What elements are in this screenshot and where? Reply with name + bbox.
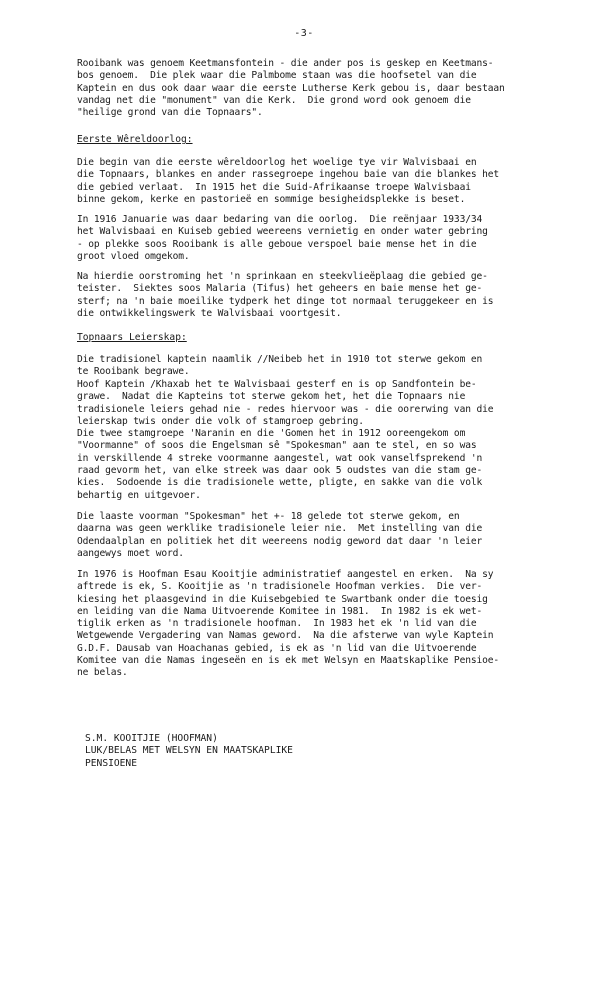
text-line: sterf; na 'n baie moeilike tydperk het dinge tot normaal teruggekeer en is — [77, 295, 494, 307]
text-line: Die twee stamgroepe 'Naranin en die 'Gomen het in 1912 ooreengekom om — [77, 428, 466, 440]
text-line: in verskillende 4 streke voormanne aangestel, wat ook vanselfsprekend 'n — [77, 452, 483, 464]
text-line: kiesing het plaasgevind in die Kuisebgebied te Swartbank onder die toesig — [77, 593, 488, 605]
paragraph-p2 — [77, 157, 527, 206]
paragraph-p3 — [77, 214, 527, 263]
text-line: die Topnaars, blankes en ander rassegroepe ingehou baie van die blankes het — [77, 169, 499, 181]
signature-line: PENSIOENE — [85, 757, 137, 769]
text-line: tiglik erken as 'n tradisionele hoofman. In 1983 het ek 'n lid van die — [77, 618, 477, 630]
text-line: In 1916 Januarie was daar bedaring van die oorlog. Die reënjaar 1933/34 — [77, 214, 483, 225]
text-line: Komitee van die Namas ingeseën en is ek met Welsyn en Maatskaplike Pensioe- — [77, 655, 499, 667]
paragraph-p5 — [77, 354, 527, 379]
text-line: die gebied verlaat. In 1915 het die Suid-Afrikaanse troepe Walvisbaai — [77, 181, 471, 193]
text-line: vandag net die "monument" van die Kerk. Die grond word ook genoem die — [77, 94, 471, 106]
text-line: "heilige grond van die Topnaars". — [77, 107, 263, 119]
text-line: leierskap twis onder die volk of stamgroep gebring. — [77, 415, 364, 427]
page-number: -3- — [294, 28, 314, 39]
text-line: kies. Sodoende is die tradisionele wette, pligte, en sakke van die volk — [77, 477, 483, 489]
text-line: die ontwikkelingswerk te Walvisbaai voortgesit. — [77, 307, 342, 319]
text-line: binne gekom, kerke en pastorieë en sommige besigheidsplekke is beset. — [77, 193, 466, 205]
text-line: daarna was geen werklike tradisionele leier nie. Met instelling van die — [77, 523, 483, 535]
text-line: In 1976 is Hoofman Esau Kooitjie administratief aangestel en erken. Na sy — [77, 569, 494, 580]
paragraph-p8 — [77, 569, 527, 680]
text-line: "Voormanne" of soos die Engelsman sê "Spokesman" aan te stel, en so was — [77, 440, 477, 452]
text-line: Hoof Kaptein /Khaxab het te Walvisbaai gesterf en is op Sandfontein be- — [77, 379, 477, 390]
text-line: G.D.F. Dausab van Hoachanas gebied, is ek as 'n lid van die Uitvoerende — [77, 642, 477, 654]
signature-line: S.M. KOOITJIE (HOOFMAN) — [85, 733, 218, 744]
text-line: behartig en uitgevoer. — [77, 489, 201, 501]
text-line: Wetgewende Vergadering van Namas geword. Na die afsterwe van wyle Kaptein — [77, 630, 494, 642]
signature-line: LUK/BELAS MET WELSYN EN MAATSKAPLIKE — [85, 745, 293, 757]
text-line: en leiding van die Nama Uitvoerende Komitee in 1981. In 1982 is ek wet- — [77, 605, 483, 617]
text-line: groot vloed omgekom. — [77, 250, 190, 262]
section-heading-h1: Eerste Wêreldoorlog: — [77, 134, 193, 145]
paragraph-p1 — [77, 58, 527, 119]
text-line: Rooibank was genoem Keetmansfontein - die ander pos is geskep en Keetmans- — [77, 58, 494, 69]
text-line: - op plekke soos Rooibank is alle geboue verspoel baie mense het in die — [77, 238, 477, 250]
text-line: Die begin van die eerste wêreldoorlog het woelige tye vir Walvisbaai en — [77, 157, 477, 168]
text-line: ne belas. — [77, 667, 128, 679]
text-line: Odendaalplan en politiek het dit weereens nodig geword dat daar 'n leier — [77, 535, 483, 547]
text-line: raad gevorm het, van elke streek was daar ook 5 oudstes van die stam ge- — [77, 465, 483, 477]
text-line: grawe. Nadat die Kapteins tot sterwe gekom het, het die Topnaars nie — [77, 391, 466, 403]
text-line: Na hierdie oorstroming het 'n sprinkaan en steekvlieëplaag die gebied ge- — [77, 271, 488, 282]
text-line: aftrede is ek, S. Kooitjie as 'n tradisionele Hoofman verkies. Die ver- — [77, 581, 483, 593]
section-heading-h2: Topnaars Leierskap: — [77, 332, 187, 343]
text-line: teister. Siektes soos Malaria (Tifus) het geheers en baie mense het ge- — [77, 283, 483, 295]
text-line: het Walvisbaai en Kuiseb gebied weereens vernietig en onder water gebring — [77, 226, 488, 238]
paragraph-p6 — [77, 379, 527, 502]
text-line: te Rooibank begrawe. — [77, 366, 190, 378]
text-line: Die laaste voorman "Spokesman" het +- 18 gelede tot sterwe gekom, en — [77, 511, 460, 522]
text-line: aangewys moet word. — [77, 547, 184, 559]
paragraph-p7 — [77, 511, 527, 560]
text-line: tradisionele leiers gehad nie - redes hiervoor was - die oorerwing van die — [77, 403, 494, 415]
text-line: bos genoem. Die plek waar die Palmbome staan was die hoofsetel van die — [77, 70, 477, 82]
signature-block — [85, 733, 293, 770]
text-line: Kaptein en dus ook daar waar die eerste Lutherse Kerk gebou is, daar bestaan — [77, 82, 505, 94]
text-line: Die tradisionel kaptein naamlik //Neibeb het in 1910 tot sterwe gekom en — [77, 354, 483, 365]
paragraph-p4 — [77, 271, 527, 320]
